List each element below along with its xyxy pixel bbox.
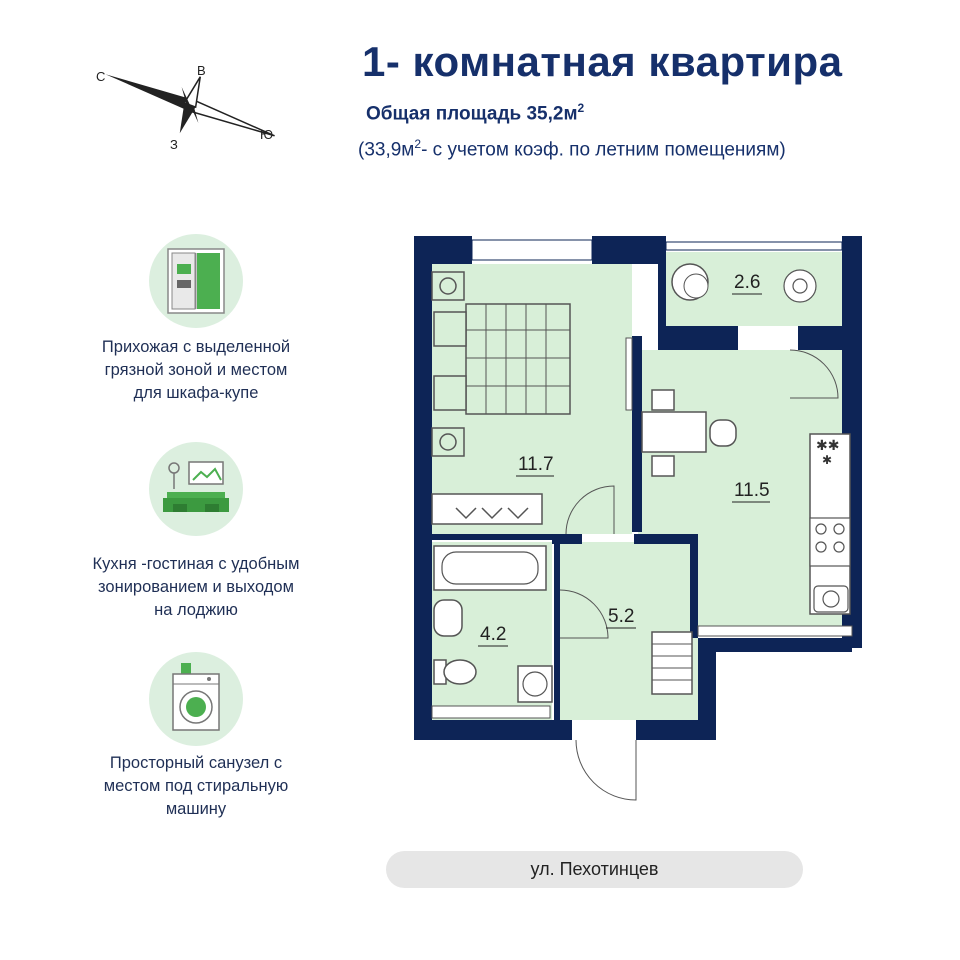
area-note: ($33,9м^2-$ с учетом коэф. по летним помещениям) [358,137,786,161]
room-area-kitchen: 11.5 [734,480,770,501]
compass-s: Ю [260,127,274,142]
feature-kitchen-text: Кухня -гостиная с удобным зонированием и выходом на лоджию [92,555,300,619]
compass-n: С [96,69,106,84]
bathtub-icon [434,546,546,590]
sofa-icon [149,442,243,536]
toilet-icon [434,660,476,684]
svg-text:✱✱: ✱✱ [816,438,840,454]
washing-machine-plan-icon [518,666,552,702]
floor-plan [380,200,900,820]
shoe-rack-icon [652,632,692,694]
room-area-loggia: 2.6 [734,272,761,293]
room-area-bedroom: 11.7 [518,454,554,475]
wardrobe-rail-icon [432,494,542,524]
feature-wardrobe-circle [149,234,243,328]
feature-washer-circle [149,652,243,746]
feature-wardrobe-text: Прихожая с выделенной грязной зоной и местом для шкафа-купе [101,338,291,402]
plant-icon [784,270,816,302]
street-name: ул. Пехотинцев [530,859,659,879]
page-title: 1- комнатная квартира [362,38,843,85]
room-area-bathroom: 4.2 [480,624,507,645]
feature-sofa-circle [149,442,243,536]
armchair-icon [672,264,708,300]
wardrobe-icon [149,234,243,328]
compass-rose-icon [90,55,290,155]
washing-machine-icon [149,652,243,746]
sink-icon [434,600,462,636]
compass-e: В [197,63,206,78]
compass-w: З [170,137,178,152]
svg-text:✱: ✱ [822,453,833,467]
feature-bathroom-text: Просторный санузел с местом под стиральную машину [103,754,289,818]
tv-icon [626,338,632,410]
bathroom-counter [432,706,550,718]
total-area: Общая площадь $35,2м^2$ [366,101,585,125]
room-area-hall: 5.2 [608,606,635,627]
